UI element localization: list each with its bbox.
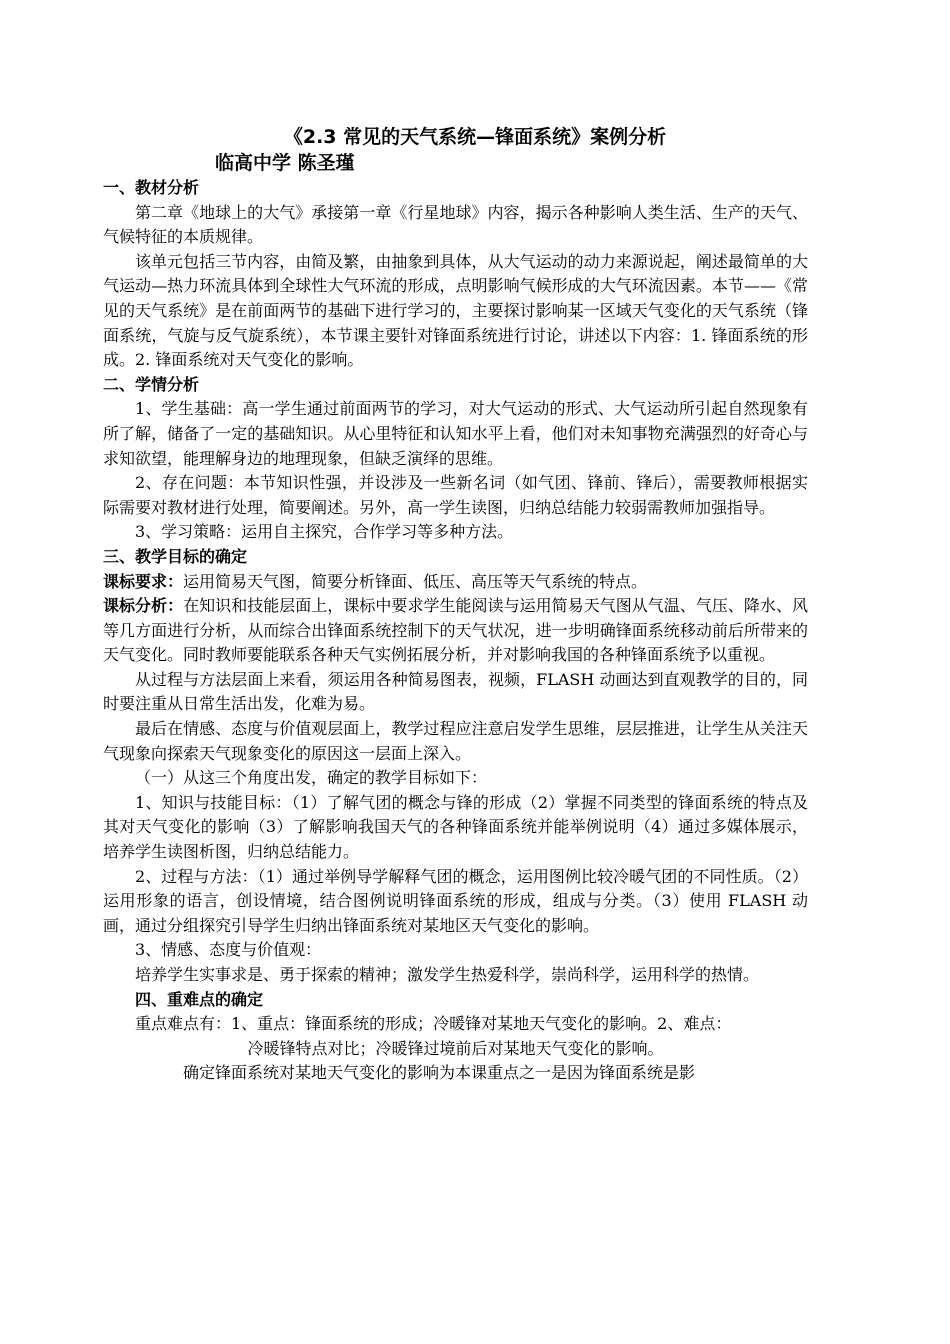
- section-heading-students: 二、学情分析: [103, 374, 200, 394]
- document-title: 《2.3 常见的天气系统—锋面系统》案例分析: [283, 126, 667, 148]
- section-heading-key-points: 四、重难点的确定: [135, 989, 264, 1009]
- section-heading-objectives: 三、教学目标的确定: [103, 546, 248, 566]
- paragraph: 2、过程与方法：（1）通过举例导学解释气团的概念，运用图例比较冷暖气团的不同性质。（2）运用形象的语言，创设情境，结合图例说明锋面系统的形成，组成与分类。（3）使用 FLASH 动画，通过分组探究引导学生归纳出锋面系统对某地区天气变化的影响。: [103, 866, 808, 935]
- paragraph: 冷暖锋特点对比；冷暖锋过境前后对某地天气变化的影响。: [247, 1038, 664, 1058]
- document-body: [103, 176, 808, 1086]
- standard-requirement: [103, 570, 808, 595]
- paragraph: （一）从这三个角度出发，确定的教学目标如下：: [135, 768, 488, 788]
- standard-requirement-label: 课标要求：: [103, 571, 184, 591]
- standard-analysis-label: 课标分析：: [103, 596, 184, 616]
- paragraph: 1、知识与技能目标：（1）了解气团的概念与锋的形成（2）掌握不同类型的锋面系统的特点及其对天气变化的影响（3）了解影响我国天气的各种锋面系统并能举例说明（4）通过多媒体展示，培养学生读图析图，归纳总结能力。: [103, 792, 808, 862]
- standard-analysis: [103, 594, 808, 668]
- paragraph: 第二章《地球上的大气》承接第一章《行星地球》内容，揭示各种影响人类生活、生产的天气、气候特征的本质规律。: [103, 202, 808, 247]
- paragraph: 2、存在问题：本节知识性强，并设涉及一些新名词（如气团、锋前、锋后），需要教师根据实际需要对教材进行处理，简要阐述。另外，高一学生读图，归纳总结能力较弱需教师加强指导。: [103, 473, 808, 517]
- paragraph: 该单元包括三节内容，由简及繁，由抽象到具体，从大气运动的动力来源说起，阐述最简单的大气运动—热力环流具体到全球性大气环流的形成，点明影响气候形成的大气环流因素。本节——《常见的天气系统》是在前面两节的基础下进行学习的，主要探讨影响某一区域天气变化的天气系统（锋面系统，气旋与反气旋系统），本节课主要针对锋面系统进行讨论，讲述以下内容：1. 锋面系统的形成。2. 锋面系统对天气变化的影响。: [103, 251, 808, 370]
- paragraph: 1、学生基础：高一学生通过前面两节的学习，对大气运动的形式、大气运动所引起自然现象有所了解，储备了一定的基础知识。从心里特征和认知水平上看，他们对未知事物充满强烈的好奇心与求知欲望，能理解身边的地理现象，但缺乏演绎的思维。: [103, 399, 808, 468]
- paragraph: 培养学生实事求是、勇于探索的精神；激发学生热爱科学，崇尚科学，运用科学的热情。: [135, 965, 760, 984]
- paragraph: 3、情感、态度与价值观：: [135, 940, 322, 960]
- paragraph: 重点难点有：1、重点：锋面系统的形成；冷暖锋对某地天气变化的影响。2、难点：: [135, 1014, 732, 1034]
- document-author: 临高中学 陈圣瑾: [215, 152, 355, 174]
- paragraph: 从过程与方法层面上来看，须运用各种简易图表，视频，FLASH 动画达到直观教学的目的，同时要注重从日常生活出发，化难为易。: [103, 669, 808, 714]
- paragraph: 最后在情感、态度与价值观层面上，教学过程应注意启发学生思维，层层推进，让学生从关注天气现象向探索天气现象变化的原因这一层面上深入。: [103, 719, 808, 763]
- paragraph: 确定锋面系统对某地天气变化的影响为本课重点之一是因为锋面系统是影: [183, 1063, 696, 1083]
- paragraph: 3、学习策略：运用自主探究，合作学习等多种方法。: [135, 522, 514, 542]
- standard-analysis-text: 在知识和技能层面上，课标中要求学生能阅读与运用简易天气图从气温、气压、降水、风等几方面进行分析，从而综合出锋面系统控制下的天气状况，进一步明确锋面系统移动前后所带来的天气变化。同时教师要能联系各种天气实例拓展分析，并对影响我国的各种锋面系统予以重视。: [103, 596, 808, 665]
- standard-requirement-text: 运用简易天气图，简要分析锋面、低压、高压等天气系统的特点。: [183, 571, 648, 591]
- section-heading-textbook: 一、教材分析: [103, 178, 200, 197]
